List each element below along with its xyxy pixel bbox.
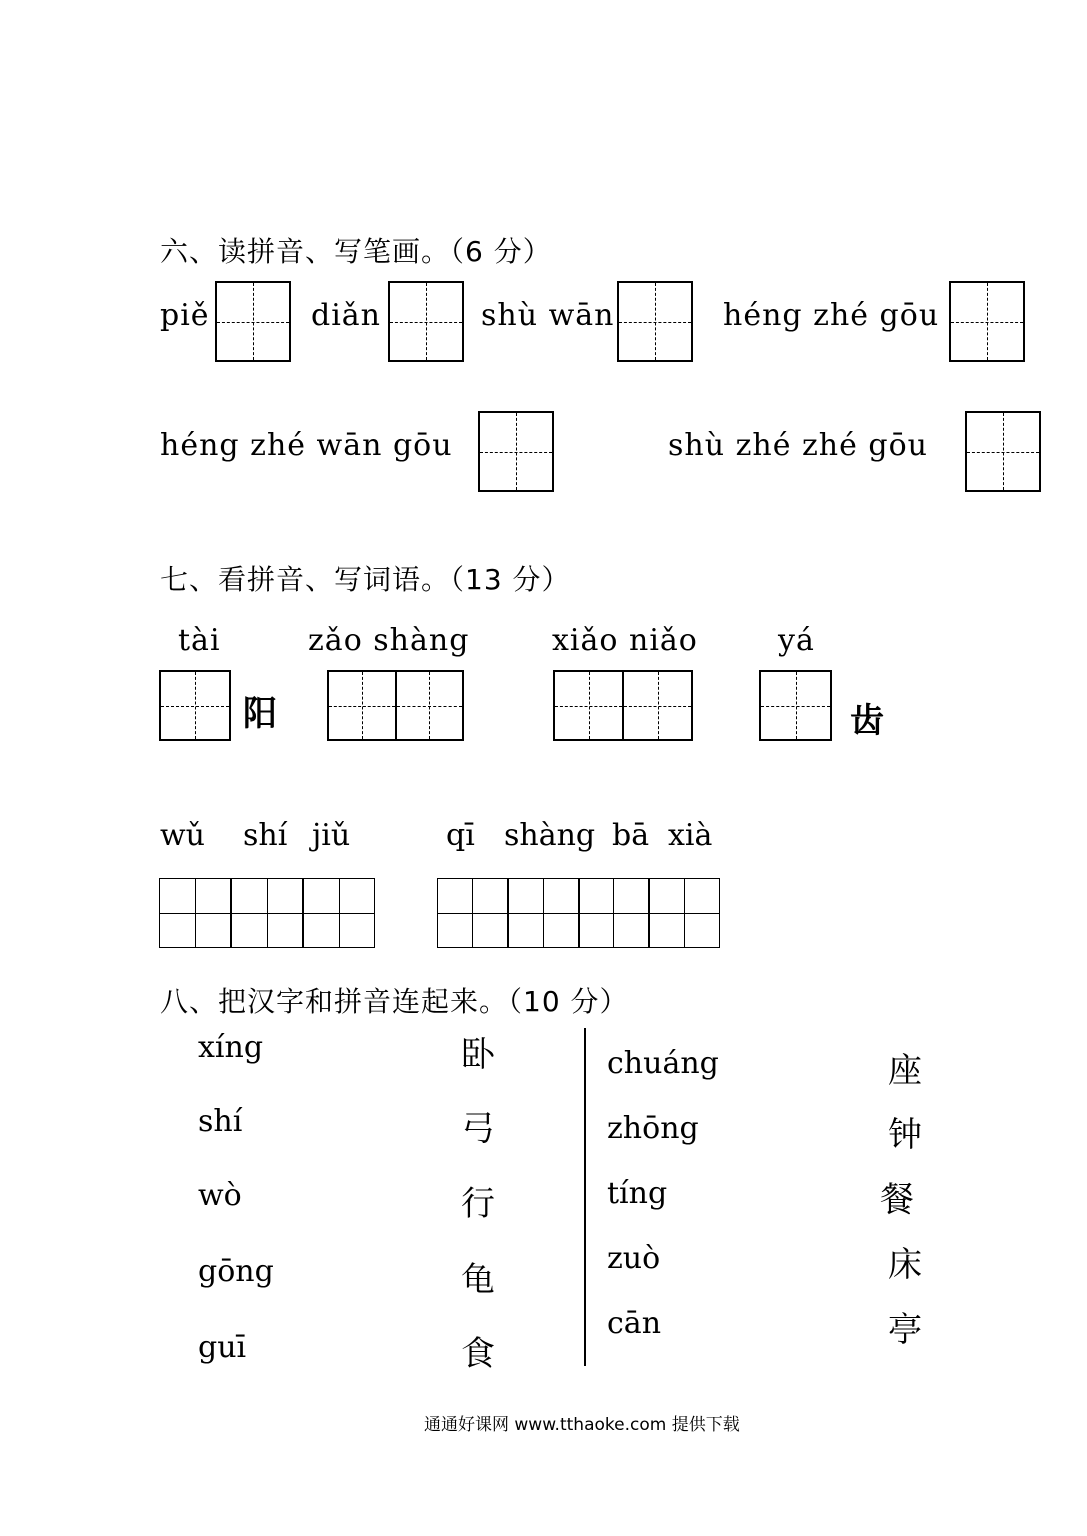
stroke-answer-box-6[interactable] [965,411,1041,492]
phrase-pinyin-xia: xià [668,818,713,853]
grid-cell[interactable] [473,879,509,947]
grid-cell[interactable] [580,879,615,947]
word-cell[interactable] [397,672,463,739]
stroke-answer-box-1[interactable] [215,281,291,362]
grid-cell[interactable] [509,879,544,947]
phrase-answer-grid-qishangbaxia[interactable] [437,878,720,948]
match-right-hanzi[interactable]: 钟 [888,1115,922,1155]
word-pinyin-ya: yá [778,623,815,658]
word-answer-box-xiaoniao[interactable] [553,670,693,741]
stroke-answer-box-3[interactable] [617,281,693,362]
grid-cell[interactable] [304,879,340,947]
match-right-hanzi[interactable]: 餐 [880,1180,914,1220]
stroke-pinyin-hengzhegou: héng zhé gōu [723,298,940,333]
match-right-pinyin[interactable]: tíng [607,1176,668,1211]
grid-cell[interactable] [650,879,685,947]
footer-watermark: 通通好课网 www.tthaoke.com 提供下载 [424,1415,740,1435]
section7-title: 七、看拼音、写词语。（13 分） [160,563,571,596]
word-answer-box-zaoshang[interactable] [327,670,464,741]
stroke-pinyin-shuzhezhegou: shù zhé zhé gōu [668,428,928,463]
word-pinyin-zaoshang: zǎo shàng [308,623,470,658]
phrase-pinyin-wu: wǔ [160,818,205,853]
phrase-pinyin-qi: qī [446,818,475,853]
phrase-pinyin-ba: bā [612,818,650,853]
word-cell[interactable] [329,672,397,739]
column-divider [584,1028,586,1366]
grid-cell[interactable] [614,879,650,947]
stroke-pinyin-hengzhewangou: héng zhé wān gōu [160,428,453,463]
grid-cell[interactable] [438,879,473,947]
match-left-hanzi[interactable]: 龟 [461,1260,495,1300]
stroke-answer-box-4[interactable] [949,281,1025,362]
match-right-hanzi[interactable]: 亭 [888,1310,922,1350]
match-left-pinyin[interactable]: gōng [198,1254,274,1289]
phrase-pinyin-shi: shí [243,818,288,853]
stroke-pinyin-shuwan: shù wān [481,298,615,333]
word-pinyin-xiaoniao: xiǎo niǎo [552,623,698,658]
match-right-hanzi[interactable]: 座 [888,1051,922,1091]
match-right-pinyin[interactable]: zuò [607,1241,661,1276]
phrase-pinyin-jiu: jiǔ [312,818,351,853]
match-right-hanzi[interactable]: 床 [888,1245,922,1285]
stroke-answer-box-2[interactable] [388,281,464,362]
match-left-pinyin[interactable]: wò [198,1178,242,1213]
word-answer-box-tai[interactable] [159,670,231,741]
grid-cell[interactable] [340,879,375,947]
stroke-pinyin-dian: diǎn [311,298,382,333]
grid-cell[interactable] [544,879,580,947]
grid-cell[interactable] [160,879,196,947]
match-right-pinyin[interactable]: chuáng [607,1046,719,1081]
match-right-pinyin[interactable]: zhōng [607,1111,699,1146]
match-left-hanzi[interactable]: 食 [461,1334,495,1374]
phrase-answer-grid-wushijiu[interactable] [159,878,375,948]
word-pinyin-tai: tài [178,623,221,658]
grid-cell[interactable] [268,879,305,947]
match-left-hanzi[interactable]: 弓 [461,1109,495,1149]
word-suffix-yang: 阳 [243,694,277,734]
match-left-pinyin[interactable]: guī [198,1330,247,1365]
section8-title: 八、把汉字和拼音连起来。（10 分） [160,985,629,1018]
phrase-pinyin-shang: shàng [504,818,596,853]
grid-cell[interactable] [232,879,268,947]
match-left-pinyin[interactable]: xíng [198,1030,264,1065]
match-left-hanzi[interactable]: 行 [461,1184,495,1224]
stroke-answer-box-5[interactable] [478,411,554,492]
stroke-pinyin-pie: piě [160,298,210,333]
grid-cell[interactable] [196,879,233,947]
word-answer-box-ya[interactable] [759,670,832,741]
match-left-pinyin[interactable]: shí [198,1104,243,1139]
grid-cell[interactable] [685,879,719,947]
match-right-pinyin[interactable]: cān [607,1306,662,1341]
word-suffix-chi: 齿 [850,701,884,741]
word-cell[interactable] [555,672,624,739]
word-cell[interactable] [624,672,691,739]
section6-title: 六、读拼音、写笔画。（6 分） [160,235,552,268]
match-left-hanzi[interactable]: 卧 [461,1035,495,1075]
